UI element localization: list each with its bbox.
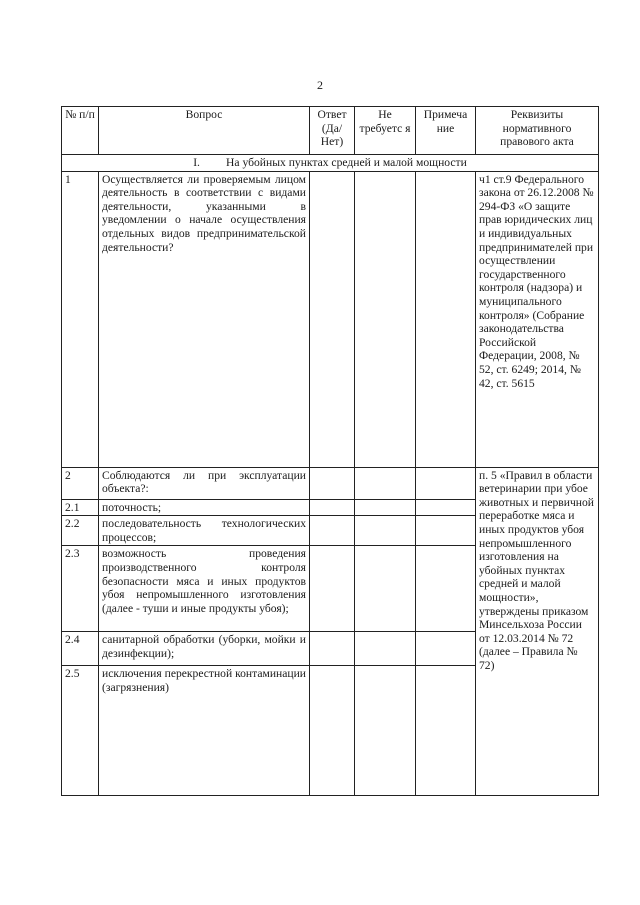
row-question: поточность; [99,499,310,516]
row-answer-cell [310,467,355,499]
row-answer-cell [310,546,355,632]
header-not-required: Не требуетс я [355,107,416,155]
row-question: санитарной обработки (уборки, мойки и дезинфекции); [99,632,310,666]
row-answer-cell [310,516,355,546]
row-note-cell [416,666,476,796]
row-not-required-cell [355,467,416,499]
row-num: 2.3 [62,546,99,632]
row-question: Осуществляется ли проверяемым лицом деятельность в соответствии с видами деятельности, указанными в уведомлении о начале осуществления отдельных видов предпринимательской деятельности? [99,171,310,467]
row-not-required-cell [355,171,416,467]
header-num: № п/п [62,107,99,155]
row-note-cell [416,499,476,516]
header-question: Вопрос [99,107,310,155]
row-answer-cell [310,171,355,467]
row-requisites-group: п. 5 «Правил в области ветеринарии при убое животных и первичной переработке мяса и иных продуктов убоя непромышленного изготовления на убойных пунктах средней и малой мощности», утверждены приказом Минсельхоза России от 12.03.2014 № 72 (далее – Правила № 72) [476,467,599,796]
row-not-required-cell [355,546,416,632]
row-answer-cell [310,632,355,666]
section-title: На убойных пунктах средней и малой мощности [226,156,467,169]
row-num: 2.2 [62,516,99,546]
section-number: I. [193,156,200,169]
table-row [62,467,599,499]
header-answer: Ответ (Да/ Нет) [310,107,355,155]
page-number: 2 [317,78,323,92]
row-note-cell [416,516,476,546]
table-header-row [62,107,599,155]
row-note-cell [416,467,476,499]
row-num: 2.1 [62,499,99,516]
row-note-cell [416,171,476,467]
row-question: исключения перекрестной контаминации (загрязнения) [99,666,310,796]
row-requisites: ч1 ст.9 Федерального закона от 26.12.2008 № 294-ФЗ «О защите прав юридических лиц и индивидуальных предпринимателей при осуществлении государственного контроля (надзора) и муниципального контроля» (Собрание законодательства Российской Федерации, 2008, № 52, ст. 6249; 2014, № 42, ст. 5615 [476,171,599,467]
row-question: возможность проведения производственного контроля безопасности мяса и иных продуктов убоя непромышленного изготовления (далее - туши и иные продукты убоя); [99,546,310,632]
row-answer-cell [310,666,355,796]
row-num: 2 [62,467,99,499]
row-num: 2.4 [62,632,99,666]
section-title-cell [62,155,599,172]
row-not-required-cell [355,516,416,546]
row-not-required-cell [355,632,416,666]
row-note-cell [416,546,476,632]
header-note: Примеча ние [416,107,476,155]
row-num: 1 [62,171,99,467]
header-requisites: Реквизиты нормативного правового акта [476,107,599,155]
row-not-required-cell [355,499,416,516]
row-question: Соблюдаются ли при эксплуатации объекта?: [99,467,310,499]
row-question: последовательность технологических процессов; [99,516,310,546]
row-answer-cell [310,499,355,516]
table-row [62,171,599,467]
row-not-required-cell [355,666,416,796]
row-num: 2.5 [62,666,99,796]
checklist-table [61,106,599,796]
section-row [62,155,599,172]
row-note-cell [416,632,476,666]
